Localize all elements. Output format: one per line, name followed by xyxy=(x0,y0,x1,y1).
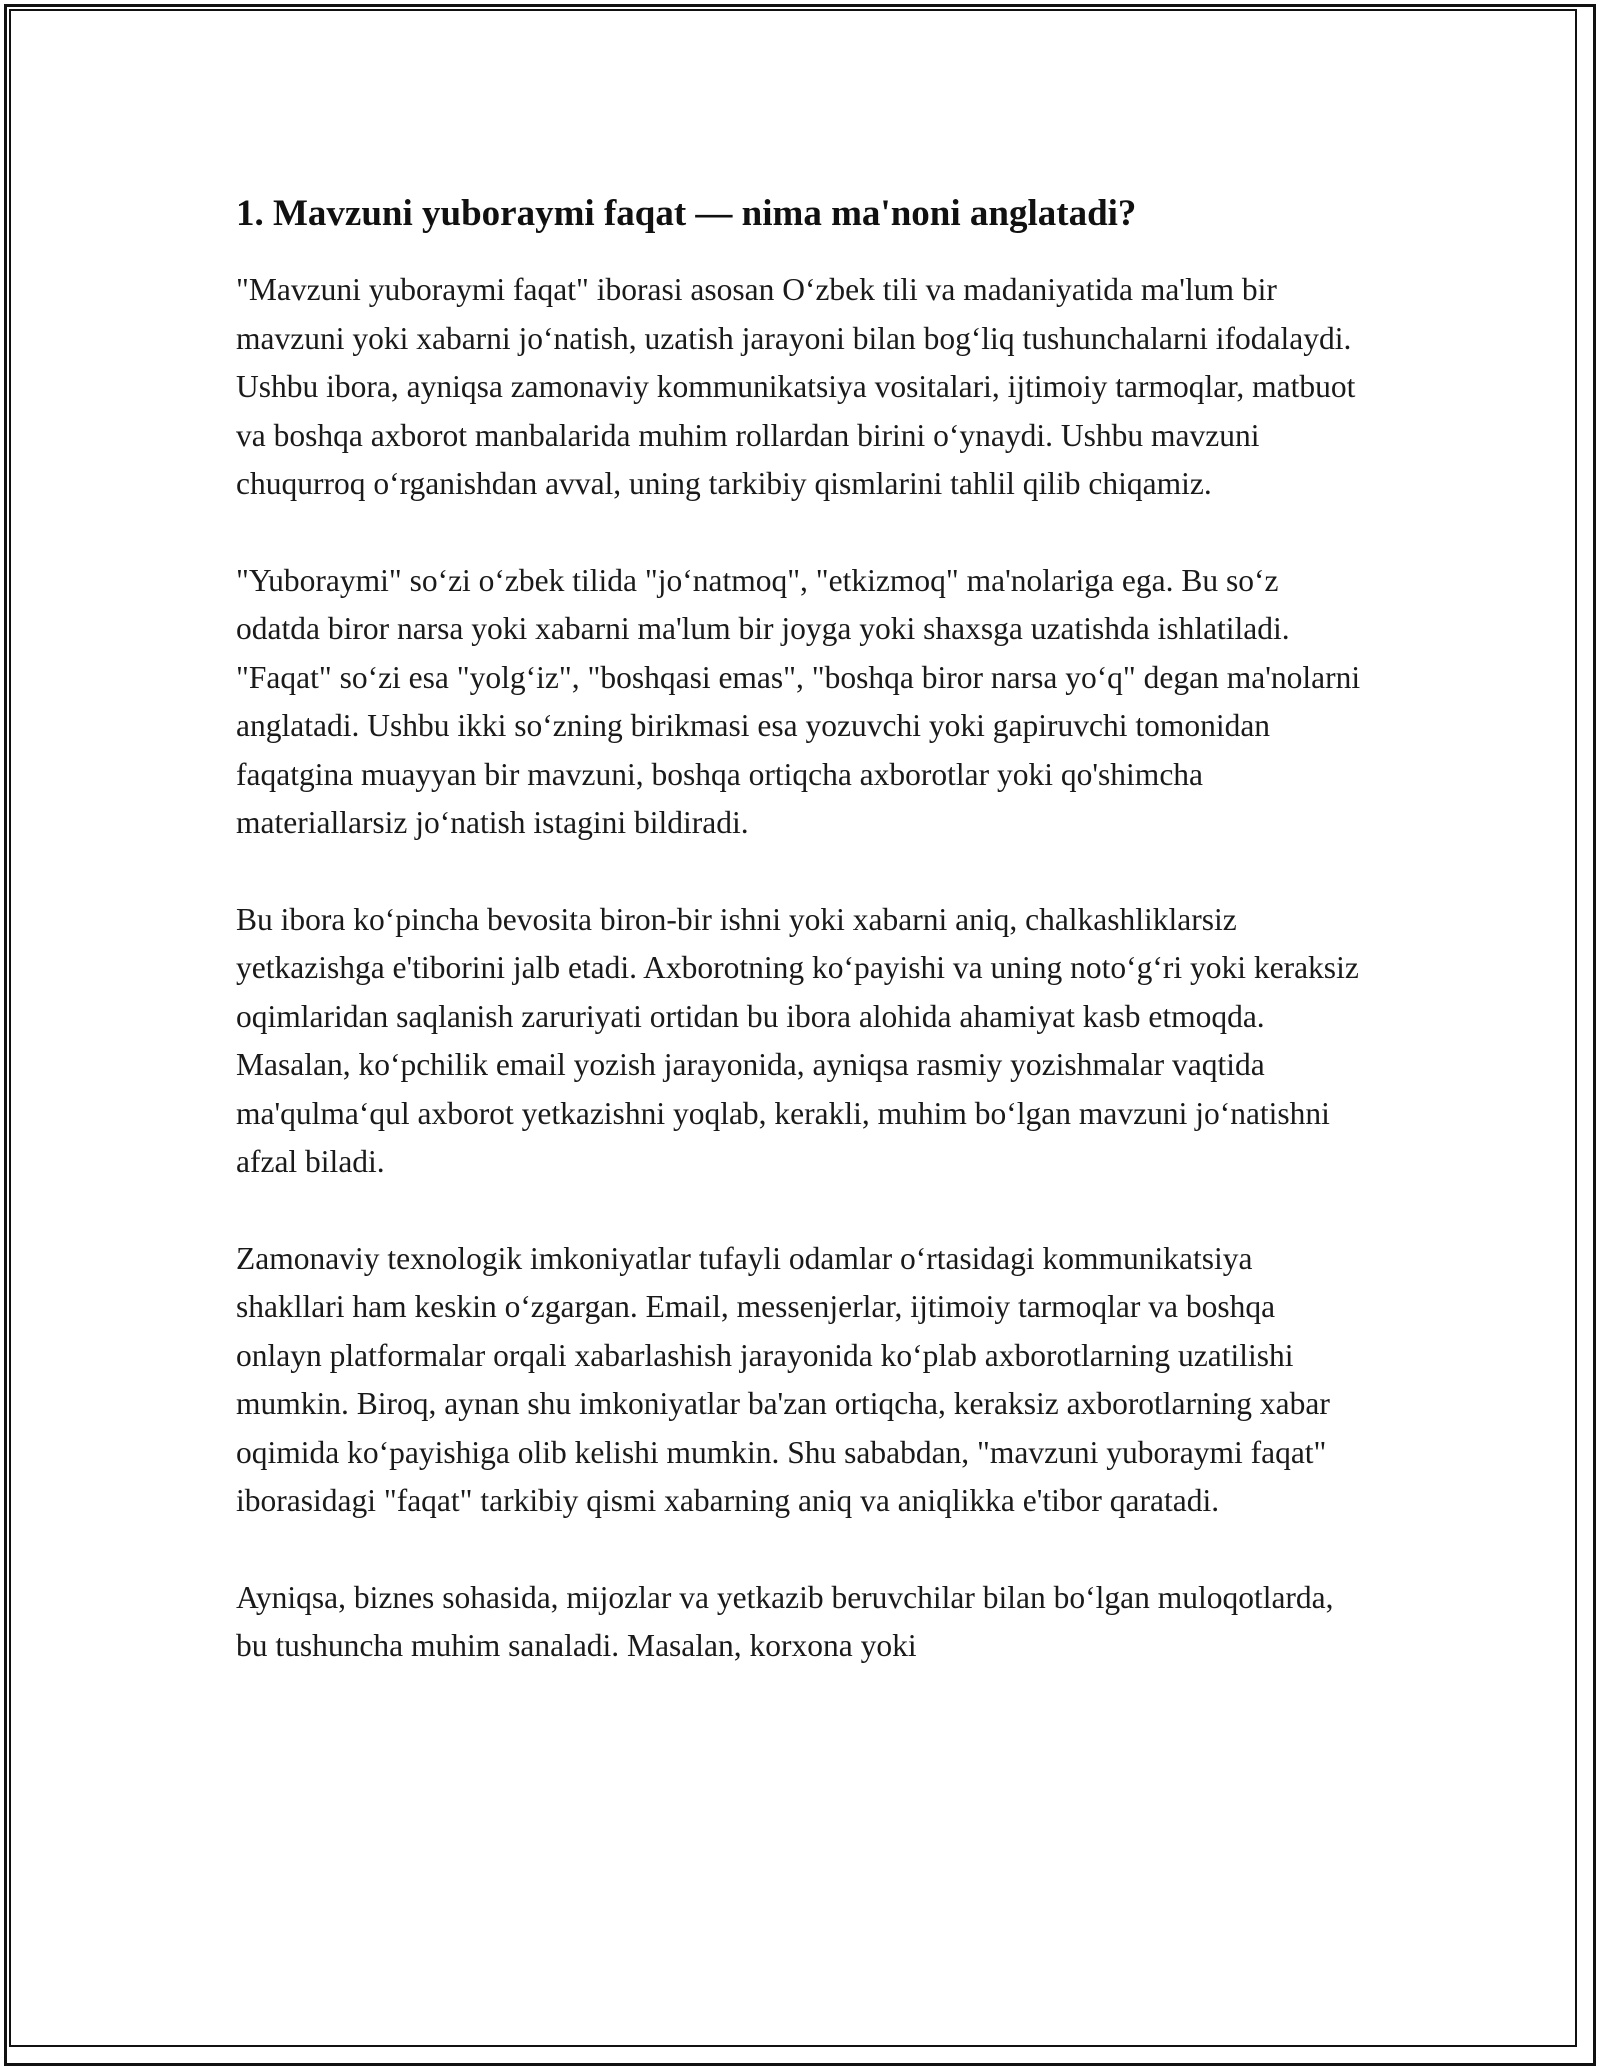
paragraph-3: Bu ibora ko‘pincha bevosita biron-bir ishni yoki xabarni aniq, chalkashliklarsiz yetkazishga e'tiborini jalb etadi. Axborotning ko‘payishi va uning noto‘g‘ri yoki keraksiz oqimlaridan saqlanish zaruriyati ortidan bu ibora alohida ahamiyat kasb etmoqda. Masalan, ko‘pchilik email yozish jarayonida, ayniqsa rasmiy yozishmalar vaqtida ma'qulma‘qul axborot yetkazishni yoqlab, kerakli, muhim bo‘lgan mavzuni jo‘natishni afzal biladi. xyxy=(236,901,1359,1179)
paragraph-4: Zamonaviy texnologik imkoniyatlar tufayli odamlar o‘rtasidagi kommunikatsiya shakllari ham keskin o‘zgargan. Email, messenjerlar, ijtimoiy tarmoqlar va boshqa onlayn platformalar orqali xabarlashish jarayonida ko‘plab axborotlarning uzatilishi mumkin. Biroq, aynan shu imkoniyatlar ba'zan ortiqcha, keraksiz axborotlarning xabar oqimida ko‘payishiga olib kelishi mumkin. Shu sababdan, "mavzuni yuboraymi faqat" iborasidagi "faqat" tarkibiy qismi xabarning aniq va aniqlikka e'tibor qaratadi. xyxy=(236,1240,1330,1518)
paragraph-1: "Mavzuni yuboraymi faqat" iborasi asosan O‘zbek tili va madaniyatida ma'lum bir mavzuni yoki xabarni jo‘natish, uzatish jarayoni bilan bog‘liq tushunchalarni ifodalaydi. Ushbu ibora, ayniqsa zamonaviy kommunikatsiya vositalari, ijtimoiy tarmoqlar, matbuot va boshqa axborot manbalarida muhim rollardan birini o‘ynaydi. Ushbu mavzuni chuqurroq o‘rganishdan avval, uning tarkibiy qismlarini tahlil qilib chiqamiz. xyxy=(236,272,1356,501)
document-body xyxy=(236,186,1366,1719)
page-title: 1. Mavzuni yuboraymi faqat — nima ma'noni anglatadi? xyxy=(236,193,1137,234)
paragraph-5: Ayniqsa, biznes sohasida, mijozlar va yetkazib beruvchilar bilan bo‘lgan muloqotlarda, bu tushuncha muhim sanaladi. Masalan, korxona yoki xyxy=(236,1579,1334,1663)
paragraph-2: "Yuboraymi" so‘zi o‘zbek tilida "jo‘natmoq", "etkizmoq" ma'nolariga ega. Bu so‘z odatda biror narsa yoki xabarni ma'lum bir joyga yoki shaxsga uzatishda ishlatiladi. "Faqat" so‘zi esa "yolg‘iz", "boshqasi emas", "boshqa biror narsa yo‘q" degan ma'nolarni anglatadi. Ushbu ikki so‘zning birikmasi esa yozuvchi yoki gapiruvchi tomonidan faqatgina muayyan bir mavzuni, boshqa ortiqcha axborotlar yoki qo'shimcha materiallarsiz jo‘natish istagini bildiradi. xyxy=(236,562,1361,840)
